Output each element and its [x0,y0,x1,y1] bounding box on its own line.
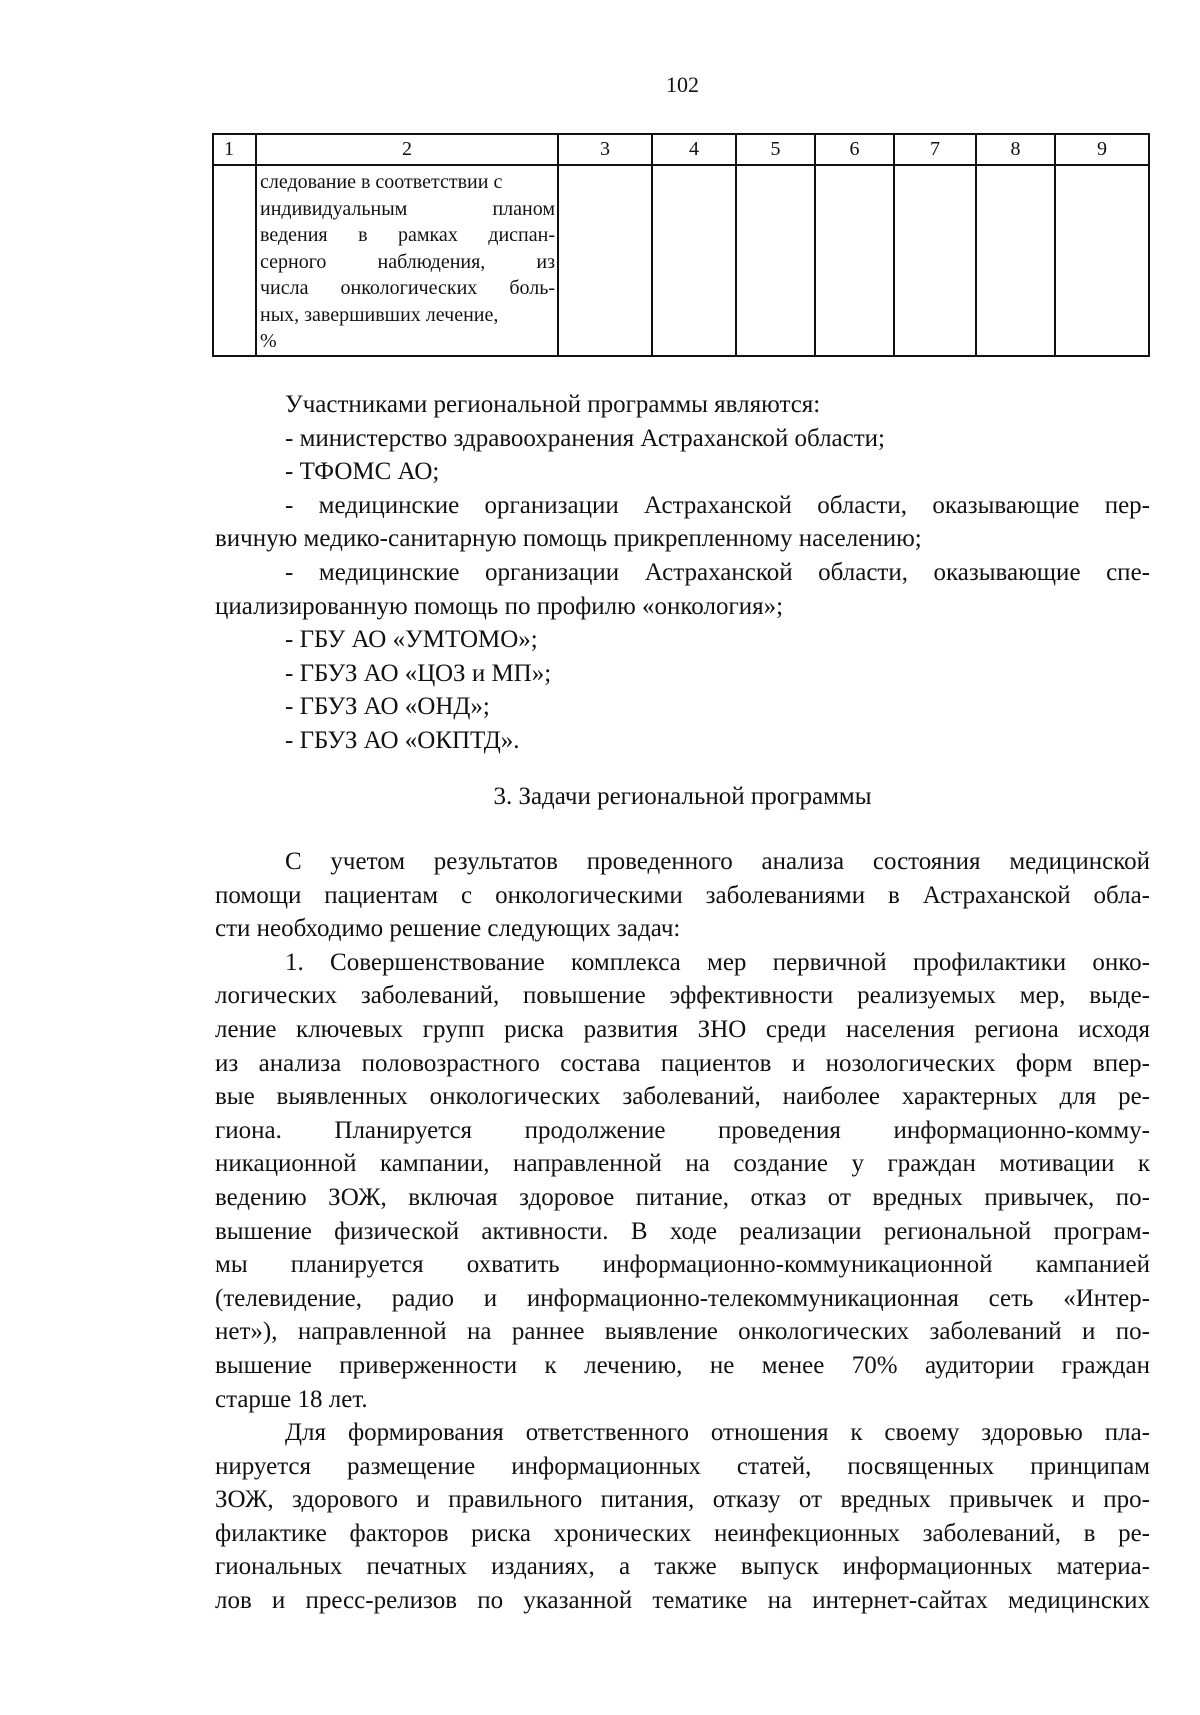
paragraph-line: гиона. Планируется продолжение проведения информационно-комму- [215,1116,1150,1144]
list-item: - министерство здравоохранения Астраханской области; [285,424,885,452]
paragraph-line: ЗОЖ, здорового и правильного питания, отказу от вредных привычек и про- [215,1486,1150,1514]
indicator-description-cell [256,165,558,356]
paragraph-line: ведению ЗОЖ, включая здоровое питание, отказ от вредных привычек, по- [215,1183,1150,1211]
paragraph-line: Для формирования ответственного отношения к своему здоровью пла- [285,1419,1150,1447]
list-item: - ГБУЗ АО «ОКПТД». [285,726,520,754]
table-cell [213,165,256,356]
paragraph-line: никационной кампании, направленной на создание у граждан мотивации к [215,1150,1150,1178]
table-cell [815,165,894,356]
cell-text-line: ных, завершивших лечение, [260,303,499,326]
table-cell [652,165,736,356]
cell-text-line: % [260,330,277,352]
list-item: - медицинские организации Астраханской области, оказывающие пер- [285,491,1150,519]
paragraph-line: из анализа половозрастного состава пациентов и нозологических форм впер- [215,1049,1150,1077]
page-number: 102 [666,72,699,97]
paragraph-line: гиональных печатных изданиях, а также выпуск информационных материа- [215,1553,1150,1581]
table-cell [976,165,1055,356]
table-cell [894,165,976,356]
cell-text-line: индивидуальным планом [260,197,555,220]
paragraph-line: сти необходимо решение следующих задач: [215,915,681,943]
paragraph-line: филактике факторов риска хронических неинфекционных заболеваний, в ре- [215,1519,1150,1547]
cell-text-line: ведения в рамках диспан- [260,224,555,246]
paragraph-line: вышение физической активности. В ходе реализации региональной програм- [215,1217,1150,1245]
paragraph-line: старше 18 лет. [215,1385,368,1413]
column-header: 5 [736,134,815,165]
section-heading: 3. Задачи региональной программы [493,783,872,810]
paragraph-line: С учетом результатов проведенного анализа состояния медицинской [285,848,1150,875]
table-header-row [213,134,1149,165]
indicator-table [212,133,1150,357]
column-header: 8 [976,134,1055,165]
list-item: - ГБУ АО «УМТОМО»; [285,626,538,654]
column-header: 4 [652,134,736,165]
list-item: - ТФОМС АО; [285,458,440,486]
list-item: - ГБУЗ АО «ЦОЗ и МП»; [285,659,552,687]
column-header: 7 [894,134,976,165]
cell-text-line: серного наблюдения, из [260,250,555,273]
paragraph-line: вышение приверженности к лечению, не менее 70% аудитории граждан [215,1351,1150,1379]
column-header: 6 [815,134,894,165]
list-item-continuation: циализированную помощь по профилю «онкология»; [215,592,784,620]
participants-list [215,388,1150,758]
column-header: 1 [213,134,256,165]
table-cell [1055,165,1149,356]
paragraph-line: лов и пресс-релизов по указанной тематике на интернет-сайтах медицинских [215,1587,1150,1615]
list-item-continuation: вичную медико-санитарную помощь прикрепленному населению; [215,525,922,553]
body-text [215,845,1150,1618]
cell-text-line: числа онкологических боль- [260,277,555,299]
paragraph-line: помощи пациентам с онкологическими заболеваниями в Астраханской обла- [215,881,1150,909]
paragraph-line: вые выявленных онкологических заболеваний, наиболее характерных для ре- [215,1083,1150,1111]
list-item: - ГБУЗ АО «ОНД»; [285,693,490,721]
paragraph-line: ление ключевых групп риска развития ЗНО среди населения региона исходя [215,1015,1150,1043]
paragraph-line: Участниками региональной программы являются: [285,391,821,418]
list-item: - медицинские организации Астраханской области, оказывающие спе- [285,558,1150,586]
paragraph-line: нируется размещение информационных статей, посвященных принципам [215,1452,1150,1480]
paragraph-line: (телевидение, радио и информационно-телекоммуникационная сеть «Интер- [215,1284,1150,1312]
table-cell [558,165,652,356]
column-header: 2 [256,134,558,165]
column-header: 9 [1055,134,1149,165]
table-row [213,165,1149,356]
cell-text-line: следование в соответствии с [260,171,503,193]
paragraph-line: 1. Совершенствование комплекса мер первичной профилактики онко- [285,948,1150,976]
paragraph-line: мы планируется охватить информационно-коммуникационной кампанией [215,1251,1150,1279]
column-header: 3 [558,134,652,165]
paragraph-line: нет»), направленной на раннее выявление онкологических заболеваний и по- [215,1318,1150,1346]
table-cell [736,165,815,356]
paragraph-line: логических заболеваний, повышение эффективности реализуемых мер, выде- [215,982,1150,1010]
